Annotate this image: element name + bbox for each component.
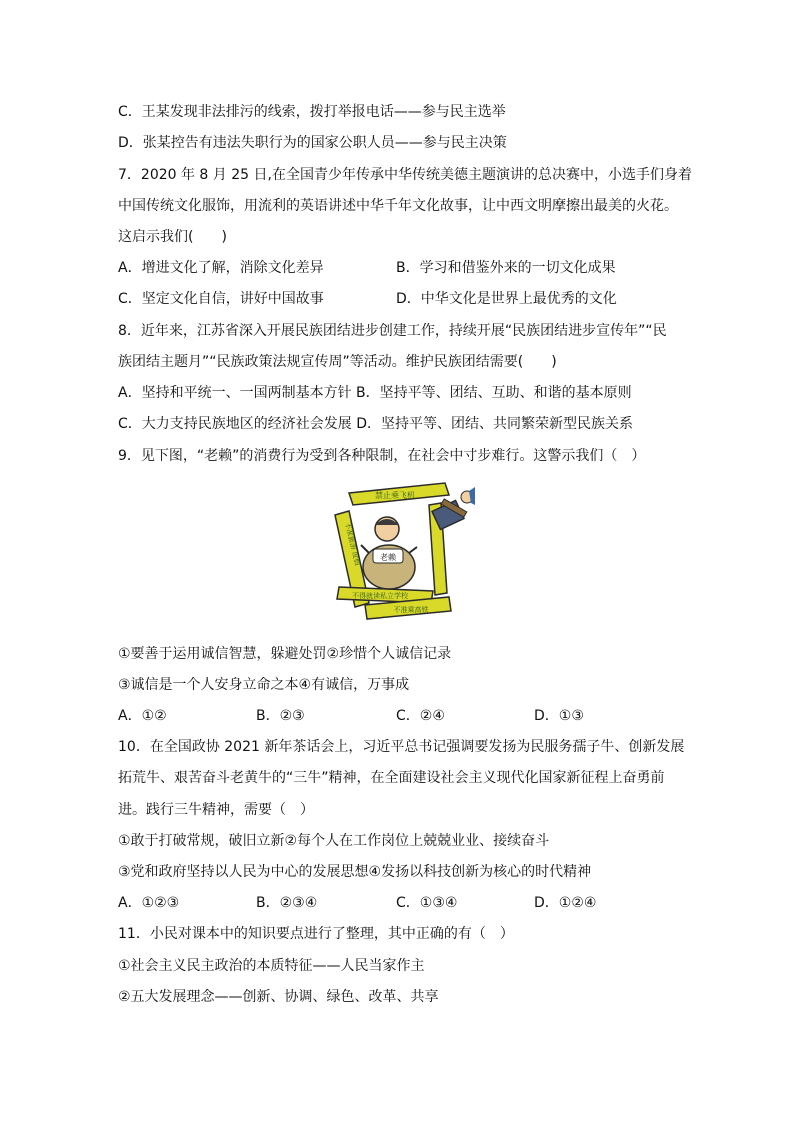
q9-option-a: A．①② [118, 708, 167, 724]
q10-option-c: C．①③④ [396, 895, 458, 911]
q9-statement-1-2: ①要善于运用诚信智慧，躲避处罚②珍惜个人诚信记录 [118, 646, 452, 662]
q9-option-d: D．①③ [534, 708, 584, 724]
q8-stem-line1: 8．近年来，江苏省深入开展民族团结进步创建工作，持续开展“民族团结进步宣传年”“民 [118, 323, 667, 339]
q8-options-ab: A．坚持和平统一、一国两制基本方针 B．坚持平等、团结、互助、和谐的基本原则 [118, 385, 632, 401]
q9-option-b: B．②③ [256, 708, 305, 724]
q7-option-c: C．坚定文化自信，讲好中国故事 [118, 291, 324, 307]
q7-option-d: D．中华文化是世界上最优秀的文化 [396, 291, 617, 307]
q7-stem-line3: 这启示我们( ) [118, 229, 227, 245]
debtor-figure [361, 517, 417, 589]
q10-stem-line1: 10．在全国政协 2021 新年茶话会上，习近平总书记强调要发扬为民服务孺子牛、创新发展 [118, 739, 685, 755]
q11-stem: 11．小民对课本中的知识要点进行了整理，其中正确的有（ ） [118, 926, 514, 942]
laolai-illustration [325, 475, 475, 625]
q10-stem-line2: 拓荒牛、艰苦奋斗老黄牛的“三牛”精神，在全面建设社会主义现代化国家新征程上奋勇前 [118, 770, 665, 786]
bar-left-label: 不准旅游 度假 [343, 521, 362, 567]
q7-option-b: B．学习和借鉴外来的一切文化成果 [396, 260, 616, 276]
q10-option-a: A．①②③ [118, 895, 180, 911]
bar-top-label: 禁止乘飞机 [375, 491, 415, 500]
q11-statement-2: ②五大发展理念——创新、协调、绿色、改革、共享 [118, 989, 439, 1005]
q10-statement-1-2: ①敢于打破常规，破旧立新②每个人在工作岗位上兢兢业业、接续奋斗 [118, 833, 550, 849]
q10-stem-line3: 进。践行三牛精神，需要（ ） [118, 802, 314, 818]
bar-bottom-label: 不准乘高铁 [393, 606, 429, 614]
bag-label: 老赖 [380, 553, 396, 562]
q8-stem-line2: 族团结主题月”“民族政策法规宣传周”等活动。维护民族团结需要( ) [118, 354, 557, 370]
q6-option-d: D．张某控告有违法失职行为的国家公职人员——参与民主决策 [118, 135, 507, 151]
q8-options-cd: C．大力支持民族地区的经济社会发展 D．坚持平等、团结、共同繁荣新型民族关系 [118, 416, 634, 432]
q7-stem-line1: 7．2020 年 8 月 25 日,在全国青少年传承中华传统美德主题演讲的总决赛中，小选手们身着 [118, 167, 692, 183]
bar-lower-label: 不得就读私立学校 [352, 592, 408, 600]
q9-statement-3-4: ③诚信是一个人安身立命之本④有诚信，万事成 [118, 677, 410, 693]
q9-stem: 9．见下图，“老赖”的消费行为受到各种限制，在社会中寸步难行。这警示我们（ ） [118, 448, 646, 464]
laolai-cartoon [325, 475, 475, 625]
q10-option-d: D．①②④ [534, 895, 597, 911]
q7-stem-line2: 中国传统文化服饰，用流利的英语讲述中华千年文化故事，让中西文明摩擦出最美的火花。 [118, 198, 678, 214]
q11-statement-1: ①社会主义民主政治的本质特征——人民当家作主 [118, 958, 425, 974]
q10-statement-3-4: ③党和政府坚持以人民为中心的发展思想④发扬以科技创新为核心的时代精神 [118, 864, 592, 880]
q6-option-c: C．王某发现非法排污的线索，拨打举报电话——参与民主选举 [118, 104, 506, 120]
q10-option-b: B．②③④ [256, 895, 318, 911]
q7-option-a: A．增进文化了解，消除文化差异 [118, 260, 324, 276]
q9-option-c: C．②④ [396, 708, 445, 724]
